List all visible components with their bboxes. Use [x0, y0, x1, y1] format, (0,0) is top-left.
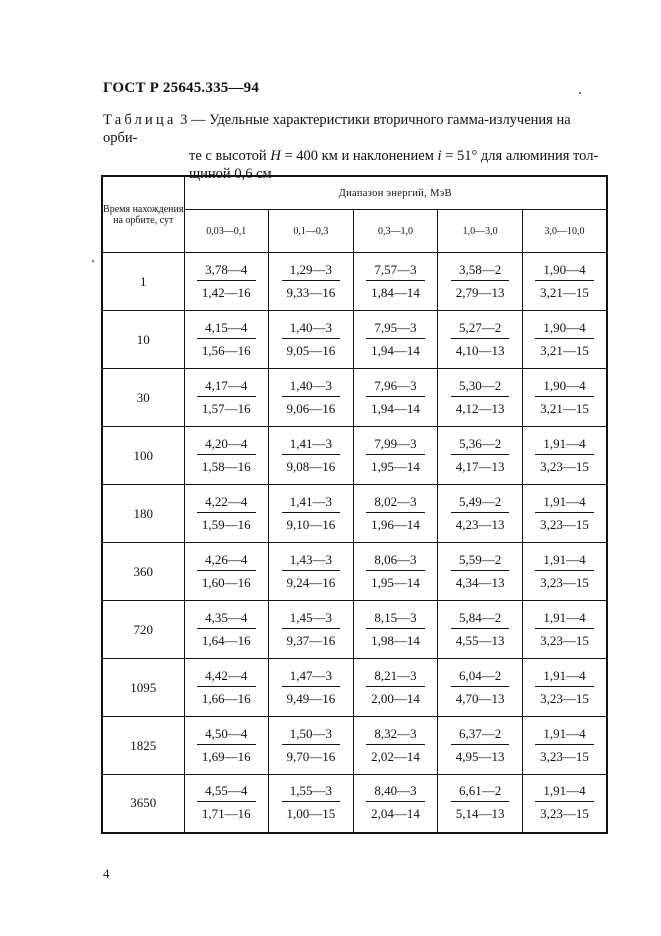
fraction: [451, 262, 510, 300]
value-cell: [353, 311, 438, 369]
fraction-numerator: 5,84—2: [451, 610, 510, 629]
fraction-denominator: 1,98—14: [371, 632, 420, 648]
fraction-denominator: 4,55—13: [455, 632, 505, 648]
fraction: [366, 320, 425, 358]
fraction-numerator: 1,91—4: [535, 552, 594, 571]
fraction-denominator: 9,08—16: [286, 458, 336, 474]
value-cell: [353, 717, 438, 775]
time-cell: 720: [102, 601, 184, 659]
fraction: [535, 668, 594, 706]
fraction-denominator: 1,95—14: [371, 574, 420, 590]
value-cell: [184, 775, 269, 833]
value-cell: [438, 601, 523, 659]
fraction-numerator: 8,32—3: [366, 726, 425, 745]
fraction-numerator: 1,90—4: [535, 378, 594, 397]
fraction-denominator: 4,17—13: [455, 458, 505, 474]
fraction-numerator: 7,95—3: [366, 320, 425, 339]
value-cell: [353, 601, 438, 659]
fraction-numerator: 4,22—4: [197, 494, 256, 513]
caption-table-number: 3: [180, 112, 188, 128]
fraction: [366, 262, 425, 300]
value-cell: [353, 369, 438, 427]
value-cell: [353, 543, 438, 601]
time-cell: 180: [102, 485, 184, 543]
value-cell: [438, 427, 523, 485]
fraction: [282, 726, 341, 764]
value-cell: [438, 543, 523, 601]
value-cell: [522, 485, 607, 543]
value-cell: [522, 717, 607, 775]
caption-text-1: — Удельные характеристики вторичного гамма-излучения на орби-: [103, 112, 571, 146]
fraction-numerator: 5,49—2: [451, 494, 510, 513]
value-cell: [522, 601, 607, 659]
value-cell: [353, 659, 438, 717]
fraction: [366, 610, 425, 648]
value-cell: [269, 485, 354, 543]
fraction: [282, 552, 341, 590]
fraction-denominator: 4,34—13: [455, 574, 505, 590]
fraction-denominator: 1,58—16: [201, 458, 251, 474]
fraction-numerator: 1,45—3: [282, 610, 341, 629]
fraction: [282, 378, 341, 416]
value-cell: [438, 717, 523, 775]
fraction-denominator: 5,14—13: [455, 806, 505, 822]
value-cell: [438, 485, 523, 543]
table-row: [102, 253, 607, 311]
fraction: [451, 436, 510, 474]
table-row: [102, 427, 607, 485]
fraction: [451, 552, 510, 590]
value-cell: [353, 485, 438, 543]
fraction-numerator: 7,96—3: [366, 378, 425, 397]
fraction-numerator: 1,90—4: [535, 320, 594, 339]
fraction-numerator: 3,58—2: [451, 262, 510, 281]
fraction-denominator: 3,23—15: [540, 516, 589, 532]
value-cell: [184, 543, 269, 601]
fraction-numerator: 1,91—4: [535, 783, 594, 802]
value-cell: [438, 253, 523, 311]
time-cell: 1825: [102, 717, 184, 775]
fraction-denominator: 9,10—16: [286, 516, 336, 532]
fraction-denominator: 2,02—14: [371, 748, 420, 764]
caption-line-3: щиной 0,6 см: [189, 166, 272, 182]
fraction: [535, 378, 594, 416]
value-cell: [353, 253, 438, 311]
value-cell: [269, 543, 354, 601]
fraction-numerator: 6,04—2: [451, 668, 510, 687]
fraction-denominator: 1,66—16: [201, 690, 251, 706]
fraction-numerator: 6,37—2: [451, 726, 510, 745]
table-row: [102, 311, 607, 369]
table-row: [102, 601, 607, 659]
time-cell: 10: [102, 311, 184, 369]
table-row: [102, 369, 607, 427]
value-cell: [269, 717, 354, 775]
value-cell: [522, 253, 607, 311]
time-cell: 1095: [102, 659, 184, 717]
value-cell: [522, 311, 607, 369]
table-row: [102, 775, 607, 833]
fraction-denominator: 3,23—15: [540, 458, 589, 474]
value-cell: [522, 775, 607, 833]
fraction-denominator: 1,59—16: [201, 516, 251, 532]
value-cell: [184, 369, 269, 427]
value-cell: [269, 253, 354, 311]
fraction-numerator: 1,41—3: [282, 494, 341, 513]
fraction-denominator: 3,23—15: [540, 748, 589, 764]
fraction: [282, 320, 341, 358]
value-cell: [184, 717, 269, 775]
fraction-denominator: 1,84—14: [371, 284, 420, 300]
fraction: [282, 494, 341, 532]
value-cell: [184, 485, 269, 543]
fraction-denominator: 1,60—16: [201, 574, 251, 590]
fraction: [282, 262, 341, 300]
fraction-numerator: 1,91—4: [535, 494, 594, 513]
fraction-denominator: 3,23—15: [540, 632, 589, 648]
fraction-numerator: 4,26—4: [197, 552, 256, 571]
header-energy-range: Диапазон энергий, МэВ: [184, 176, 607, 210]
time-cell: 360: [102, 543, 184, 601]
fraction-denominator: 4,10—13: [455, 342, 505, 358]
value-cell: [438, 775, 523, 833]
time-cell: 100: [102, 427, 184, 485]
fraction: [366, 783, 425, 821]
value-cell: [184, 253, 269, 311]
fraction-numerator: 1,47—3: [282, 668, 341, 687]
time-cell: 3650: [102, 775, 184, 833]
fraction-numerator: 8,21—3: [366, 668, 425, 687]
fraction-numerator: 1,90—4: [535, 262, 594, 281]
fraction: [451, 494, 510, 532]
time-cell: 1: [102, 253, 184, 311]
value-cell: [522, 369, 607, 427]
fraction: [282, 436, 341, 474]
fraction: [535, 783, 594, 821]
value-cell: [184, 601, 269, 659]
fraction: [366, 726, 425, 764]
fraction-denominator: 2,79—13: [455, 284, 505, 300]
fraction-denominator: 1,56—16: [201, 342, 251, 358]
caption-text-2c: = 51° для алюминия тол-: [441, 148, 599, 164]
fraction-numerator: 4,20—4: [197, 436, 256, 455]
time-cell: 30: [102, 369, 184, 427]
fraction-denominator: 1,95—14: [371, 458, 420, 474]
fraction-denominator: 1,57—16: [201, 400, 251, 416]
value-cell: [438, 659, 523, 717]
value-cell: [522, 427, 607, 485]
value-cell: [353, 427, 438, 485]
fraction-denominator: 4,70—13: [455, 690, 505, 706]
fraction-denominator: 3,23—15: [540, 690, 589, 706]
fraction-denominator: 3,21—15: [540, 342, 589, 358]
fraction: [535, 320, 594, 358]
value-cell: [184, 659, 269, 717]
value-cell: [269, 427, 354, 485]
fraction: [535, 552, 594, 590]
fraction-denominator: 4,95—13: [455, 748, 505, 764]
table-row: [102, 717, 607, 775]
fraction: [451, 783, 510, 821]
fraction-numerator: 1,91—4: [535, 610, 594, 629]
fraction-numerator: 5,30—2: [451, 378, 510, 397]
fraction-denominator: 9,05—16: [286, 342, 336, 358]
fraction-denominator: 4,12—13: [455, 400, 505, 416]
caption-symbol-h: H: [270, 148, 281, 164]
fraction: [366, 378, 425, 416]
fraction: [197, 726, 256, 764]
fraction: [197, 320, 256, 358]
fraction: [451, 726, 510, 764]
fraction-numerator: 1,91—4: [535, 726, 594, 745]
fraction-denominator: 3,21—15: [540, 284, 589, 300]
value-cell: [438, 311, 523, 369]
fraction-denominator: 1,94—14: [371, 400, 420, 416]
fraction-numerator: 1,91—4: [535, 668, 594, 687]
fraction-numerator: 8,02—3: [366, 494, 425, 513]
caption-text-2b: = 400 км и наклонением: [280, 148, 438, 164]
fraction-numerator: 5,27—2: [451, 320, 510, 339]
fraction: [535, 610, 594, 648]
fraction-denominator: 3,21—15: [540, 400, 589, 416]
fraction-numerator: 5,59—2: [451, 552, 510, 571]
value-cell: [353, 775, 438, 833]
fraction: [451, 668, 510, 706]
fraction-denominator: 2,00—14: [371, 690, 420, 706]
fraction-numerator: 7,57—3: [366, 262, 425, 281]
header-range-3: 0,3—1,0: [353, 210, 438, 253]
header-range-2: 0,1—0,3: [269, 210, 354, 253]
fraction: [366, 668, 425, 706]
fraction: [366, 552, 425, 590]
gamma-radiation-table: [101, 175, 608, 834]
header-range-4: 1,0—3,0: [438, 210, 523, 253]
fraction: [366, 436, 425, 474]
fraction-denominator: 1,69—16: [201, 748, 251, 764]
fraction-denominator: 3,23—15: [540, 806, 589, 822]
caption-table-label: Таблица: [103, 112, 177, 128]
fraction-denominator: 1,42—16: [201, 284, 251, 300]
fraction-numerator: 4,55—4: [197, 783, 256, 802]
fraction: [366, 494, 425, 532]
table-row: [102, 659, 607, 717]
value-cell: [269, 601, 354, 659]
fraction-denominator: 4,23—13: [455, 516, 505, 532]
caption-line-1: [103, 111, 608, 147]
fraction-denominator: 3,23—15: [540, 574, 589, 590]
fraction: [282, 610, 341, 648]
fraction-numerator: 4,15—4: [197, 320, 256, 339]
value-cell: [269, 369, 354, 427]
fraction: [197, 668, 256, 706]
header-range-5: 3,0—10,0: [522, 210, 607, 253]
fraction: [197, 610, 256, 648]
fraction: [197, 783, 256, 821]
fraction-numerator: 1,29—3: [282, 262, 341, 281]
scan-speck: [579, 92, 581, 94]
fraction-denominator: 9,24—16: [286, 574, 336, 590]
fraction-denominator: 1,96—14: [371, 516, 420, 532]
scan-speck: [92, 260, 94, 262]
fraction-denominator: 1,00—15: [286, 806, 336, 822]
fraction-numerator: 1,41—3: [282, 436, 341, 455]
fraction-numerator: 1,55—3: [282, 783, 341, 802]
fraction-denominator: 9,49—16: [286, 690, 336, 706]
fraction-denominator: 9,70—16: [286, 748, 336, 764]
fraction-denominator: 9,37—16: [286, 632, 336, 648]
fraction-numerator: 3,78—4: [197, 262, 256, 281]
value-cell: [522, 543, 607, 601]
value-cell: [184, 311, 269, 369]
fraction-denominator: 9,33—16: [286, 284, 336, 300]
fraction: [282, 783, 341, 821]
fraction-numerator: 5,36—2: [451, 436, 510, 455]
fraction-numerator: 1,40—3: [282, 320, 341, 339]
header-time: Время нахождения на орбите, сут: [102, 176, 184, 253]
fraction-numerator: 7,99—3: [366, 436, 425, 455]
fraction: [197, 378, 256, 416]
fraction-denominator: 2,04—14: [371, 806, 420, 822]
fraction-numerator: 4,42—4: [197, 668, 256, 687]
fraction-numerator: 1,91—4: [535, 436, 594, 455]
fraction: [197, 436, 256, 474]
fraction-numerator: 8,40—3: [366, 783, 425, 802]
fraction-numerator: 1,40—3: [282, 378, 341, 397]
fraction-numerator: 1,43—3: [282, 552, 341, 571]
fraction: [535, 262, 594, 300]
fraction: [451, 610, 510, 648]
fraction-numerator: 8,06—3: [366, 552, 425, 571]
fraction: [282, 668, 341, 706]
fraction-denominator: 9,06—16: [286, 400, 336, 416]
header-range-1: 0,03—0,1: [184, 210, 269, 253]
fraction: [197, 552, 256, 590]
fraction: [197, 494, 256, 532]
fraction: [535, 494, 594, 532]
fraction-numerator: 4,35—4: [197, 610, 256, 629]
fraction-numerator: 4,17—4: [197, 378, 256, 397]
caption-symbol-i: i: [437, 148, 442, 164]
table-row: [102, 543, 607, 601]
document-code: ГОСТ Р 25645.335—94: [103, 80, 260, 96]
value-cell: [522, 659, 607, 717]
caption-line-2: [103, 147, 608, 165]
fraction-denominator: 1,71—16: [201, 806, 251, 822]
fraction: [197, 262, 256, 300]
fraction-numerator: 4,50—4: [197, 726, 256, 745]
fraction-numerator: 6,61—2: [451, 783, 510, 802]
caption-text-2a: те с высотой: [189, 148, 271, 164]
fraction: [451, 378, 510, 416]
fraction-denominator: 1,94—14: [371, 342, 420, 358]
value-cell: [438, 369, 523, 427]
fraction-numerator: 1,50—3: [282, 726, 341, 745]
table-row: [102, 485, 607, 543]
value-cell: [269, 659, 354, 717]
fraction-denominator: 1,64—16: [201, 632, 251, 648]
fraction: [535, 726, 594, 764]
table-body: [102, 253, 607, 833]
value-cell: [269, 775, 354, 833]
value-cell: [269, 311, 354, 369]
page-number: 4: [103, 866, 110, 881]
table-caption: [103, 111, 608, 183]
fraction-numerator: 8,15—3: [366, 610, 425, 629]
fraction: [535, 436, 594, 474]
fraction: [451, 320, 510, 358]
value-cell: [184, 427, 269, 485]
